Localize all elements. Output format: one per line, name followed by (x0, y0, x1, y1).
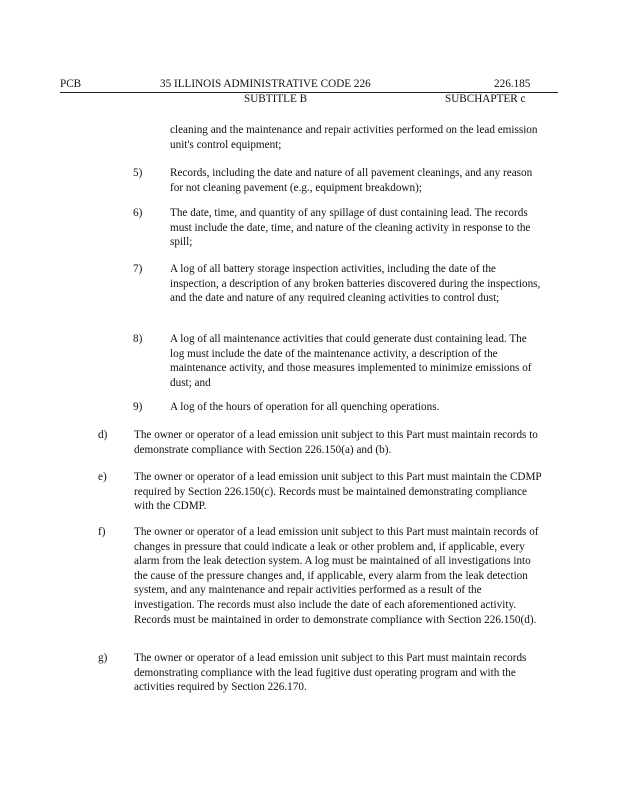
continuation-paragraph: cleaning and the maintenance and repair activities performed on the lead emission unit's control equipment; (170, 124, 538, 151)
item-8-text: A log of all maintenance activities that could generate dust containing lead. The log must include the date of the maintenance activity, a description of the maintenance activity, and those measures implemented to minimize emissions of dust; and (170, 333, 532, 389)
item-6-text: The date, time, and quantity of any spillage of dust containing lead. The records must include the date, time, and nature of the cleaning activity in response to the spill; (170, 207, 531, 249)
item-9-label: 9) (133, 401, 143, 413)
header-subchapter: SUBCHAPTER c (445, 93, 526, 105)
item-f-text: The owner or operator of a lead emission unit subject to this Part must maintain records of changes in pressure that could indicate a leak or other problem and, if applicable, every alarm from the leak detection system. A log must be maintained of all investigations into the cause of the pressure changes and, if applicable, every alarm from the leak detection system, and any maintenance and repair activities performed as a result of the investigation. The records must also include the date of each aforementioned activity. Records must be maintained in order to demonstrate compliance with Section 226.150(d). (134, 526, 539, 626)
item-7-label: 7) (133, 263, 143, 275)
item-d-text: The owner or operator of a lead emission unit subject to this Part must maintain records to demonstrate compliance with Section 226.150(a) and (b). (134, 429, 538, 456)
item-e-label: e) (98, 471, 107, 483)
item-d-label: d) (98, 429, 108, 441)
item-5-label: 5) (133, 167, 143, 179)
item-5-text: Records, including the date and nature of all pavement cleanings, and any reason for not cleaning pavement (e.g., equipment breakdown); (170, 167, 533, 194)
item-9-text: A log of the hours of operation for all quenching operations. (170, 401, 440, 413)
header-agency: PCB (60, 78, 82, 90)
item-f-label: f) (98, 526, 106, 538)
header-section-number: 226.185 (494, 78, 531, 90)
item-6-label: 6) (133, 207, 143, 219)
item-g-label: g) (98, 652, 108, 664)
item-e-text: The owner or operator of a lead emission unit subject to this Part must maintain the CDMP required by Section 226.150(c). Records must be maintained demonstrating compliance with the CDMP. (134, 471, 542, 513)
item-8-label: 8) (133, 333, 143, 345)
item-g-text: The owner or operator of a lead emission unit subject to this Part must maintain records demonstrating compliance with the lead fugitive dust operating program and with the activities required by Section 226.170. (134, 652, 527, 694)
item-7-text: A log of all battery storage inspection activities, including the date of the inspection, a description of any broken batteries discovered during the inspections, and the date and nature of any required cleaning activities to control dust; (170, 263, 541, 305)
header-code-title: 35 ILLINOIS ADMINISTRATIVE CODE 226 (160, 78, 371, 90)
header-subtitle: SUBTITLE B (244, 93, 308, 105)
